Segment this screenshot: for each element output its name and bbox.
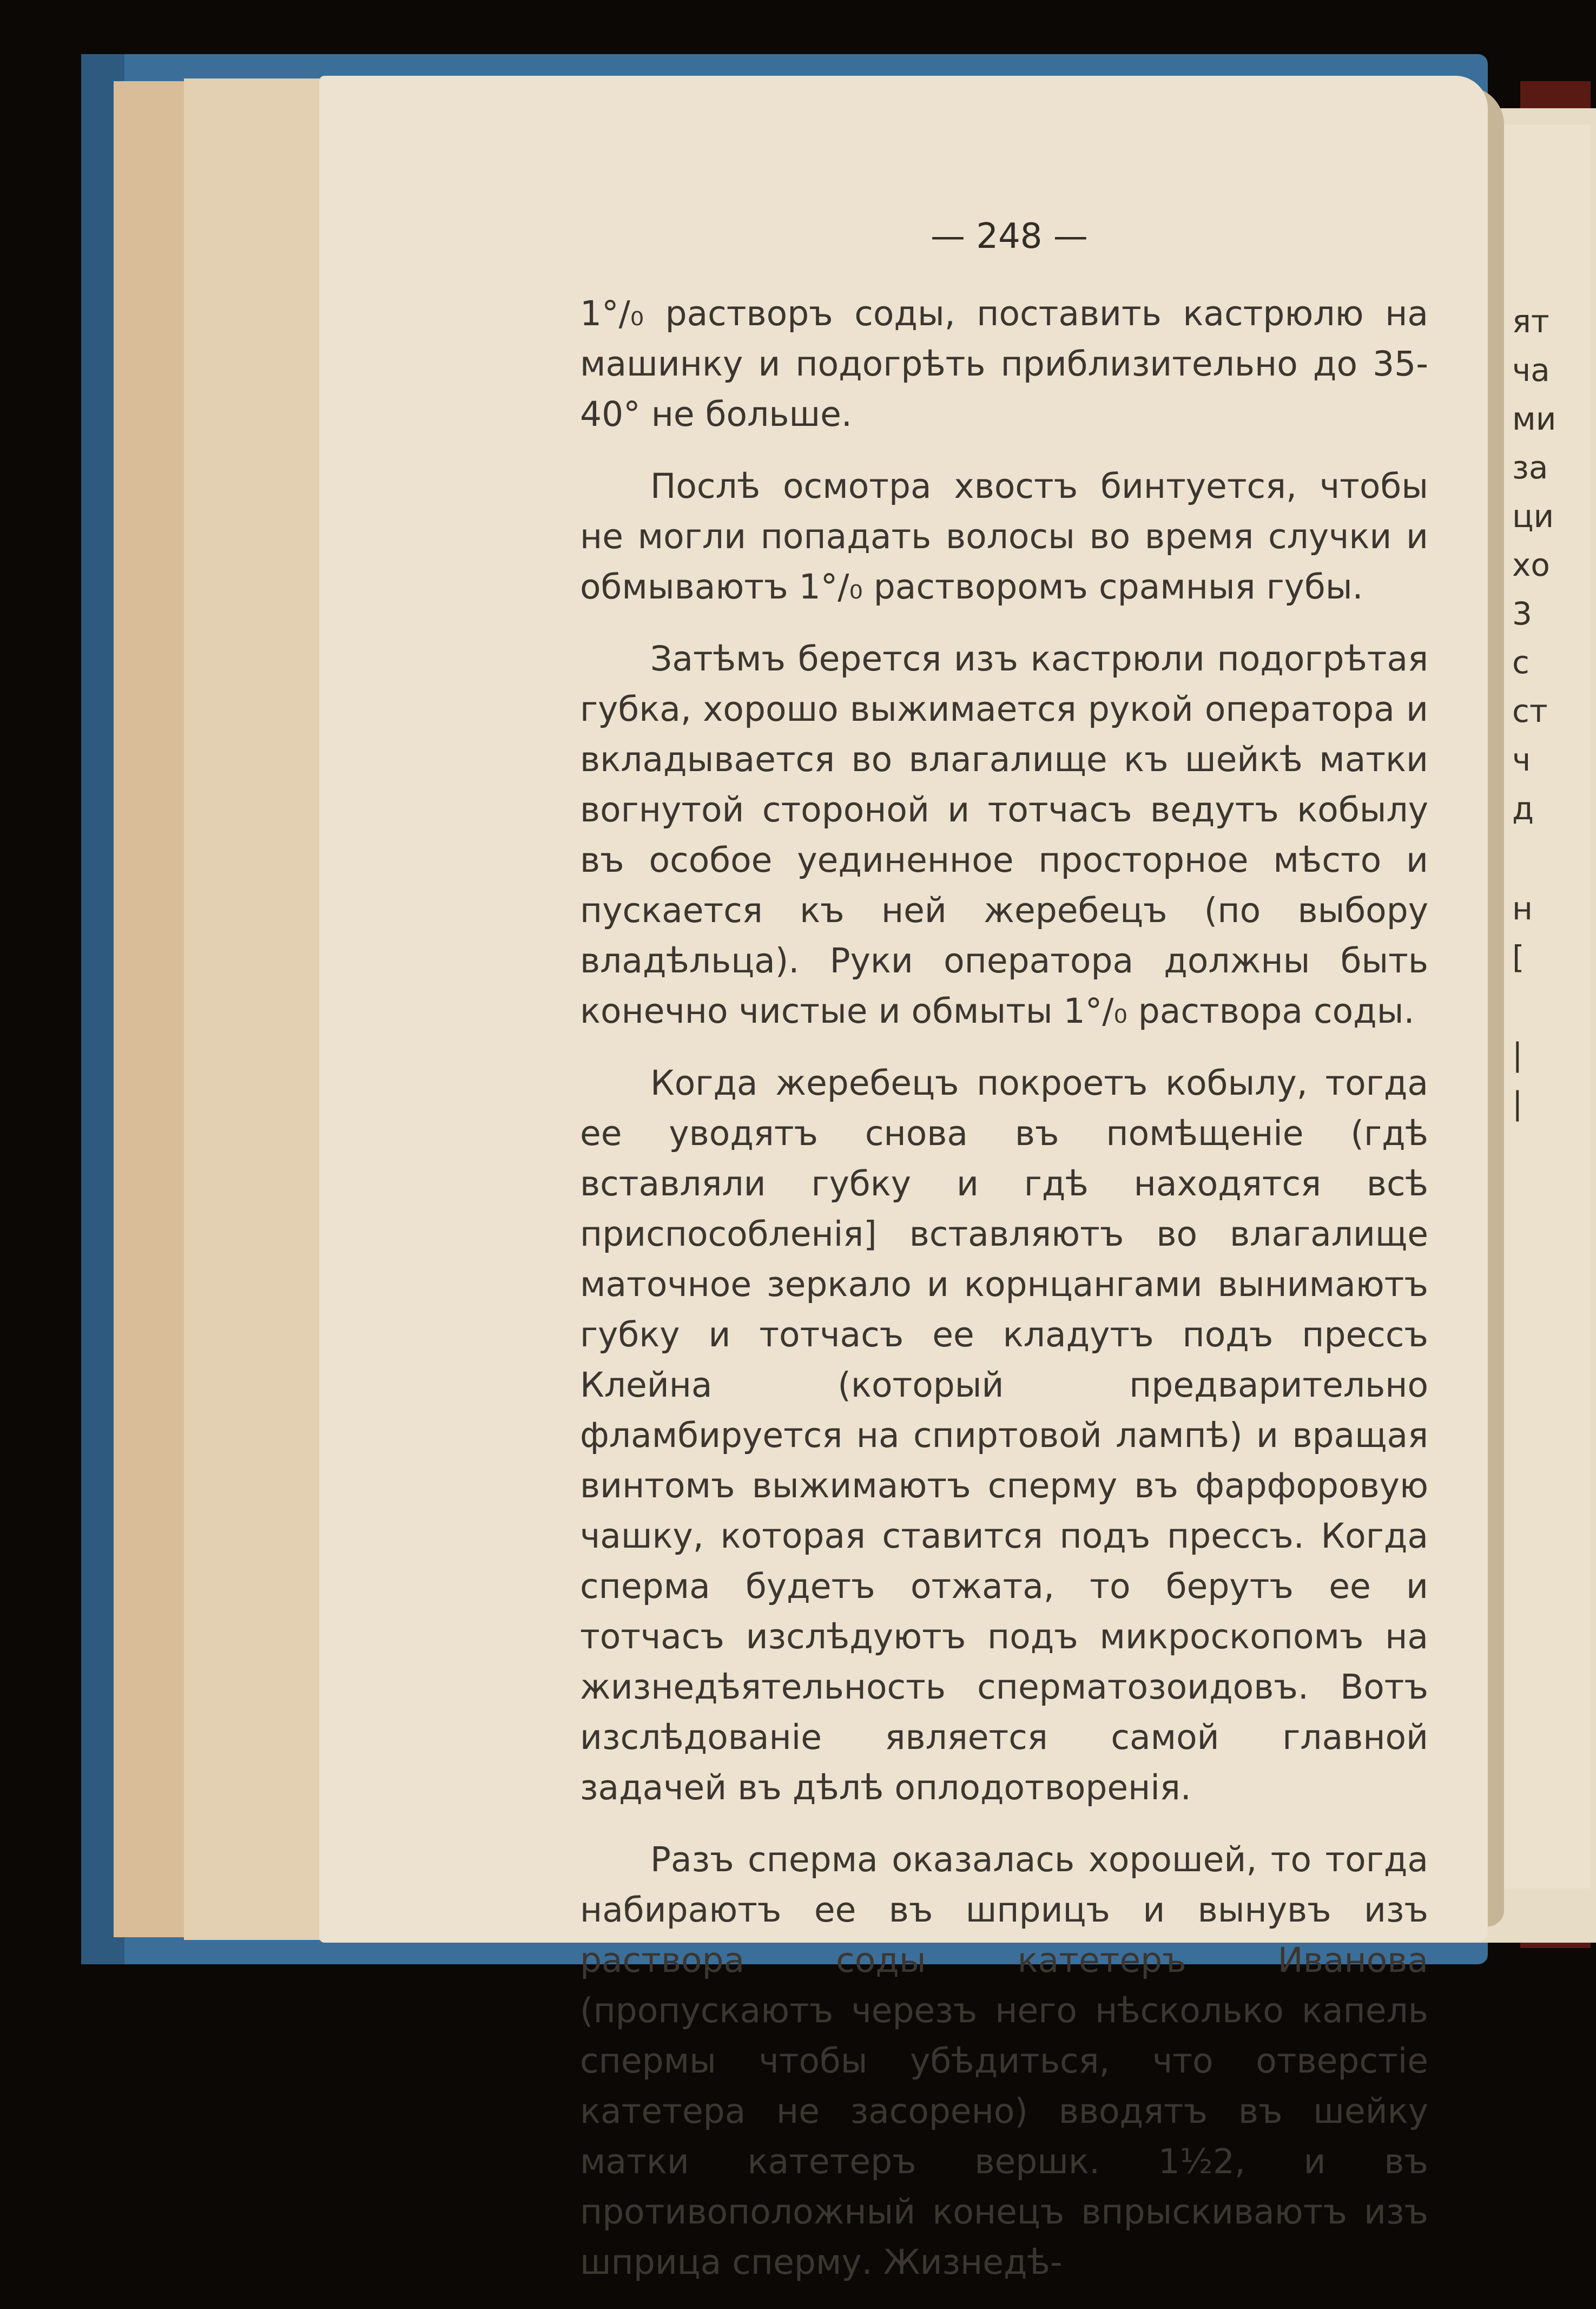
next-page-fragment: 3 xyxy=(1512,595,1532,632)
next-page-fragment: с xyxy=(1512,644,1529,681)
next-page-fragment: ят xyxy=(1512,303,1549,340)
next-page-fragment: ча xyxy=(1512,352,1550,389)
paragraph: Когда жеребецъ покроетъ кобылу, тогда ее уводятъ снова въ помѣщеніе (гдѣ вставляли губку и гдѣ находятся всѣ приспособленія] вставляютъ во влагалище маточное зеркало и корнцангами вынимаютъ губку и тотчасъ ее кладутъ подъ прессъ Клейна (который предварительно фламбируется на спиртовой лампѣ) и вращая винтомъ выжимаютъ сперму въ фарфоровую чашку, которая ставится подъ прессъ. Когда сперма будетъ отжата, то берутъ ее и тотчасъ изслѣдуютъ подъ микроскопомъ на жизнедѣятельность сперматозоидовъ. Вотъ изслѣдованіе является самой главной задачей въ дѣлѣ оплодотворенія. xyxy=(580,1063,1428,1807)
next-page-fragment: хо xyxy=(1512,547,1550,583)
next-page-fragment: н xyxy=(1512,890,1533,927)
page-body xyxy=(580,288,1428,2309)
next-page-fragment: за xyxy=(1512,449,1548,486)
paragraph: Послѣ осмотра хвостъ бинтуется, чтобы не могли попадать волосы во время случки и обмываютъ 1°/₀ растворомъ срамныя губы. xyxy=(580,466,1428,607)
next-page-sheet xyxy=(1499,124,1591,1889)
page-number: — 248 — xyxy=(931,216,1088,256)
paragraph: 1°/₀ растворъ соды, поставить кастрюлю на машинку и подогрѣть приблизительно до 35-40° не больше. xyxy=(580,294,1428,434)
next-page-fragment: ми xyxy=(1512,400,1557,437)
next-page-fragment: ци xyxy=(1512,498,1554,535)
next-page-fragment: д xyxy=(1512,790,1534,827)
next-page-fragment: ч xyxy=(1512,741,1531,778)
paragraph: Затѣмъ берется изъ кастрюли подогрѣтая губка, хорошо выжимается рукой оператора и вкладывается во влагалище къ шейкѣ матки вогнутой стороной и тотчасъ ведутъ кобылу въ особое уединенное просторное мѣсто и пускается къ ней жеребецъ (по выбору владѣльца). Руки оператора должны быть конечно чистые и обмыты 1°/₀ раствора соды. xyxy=(580,639,1428,1031)
next-page-fragment: ст xyxy=(1512,693,1548,729)
paragraph: Разъ сперма оказалась хорошей, то тогда набираютъ ее въ шприцъ и вынувъ изъ раствора соды катетеръ Иванова (пропускаютъ черезъ него нѣсколько капель спермы чтобы убѣдиться, что отверстіе катетера не засорено) вводятъ въ шейку матки катетеръ вершк. 1½2, и въ противоположный конецъ впрыскиваютъ изъ шприца сперму. Жизнедѣ- xyxy=(580,1840,1428,2282)
next-page-fragment: | xyxy=(1512,1085,1523,1122)
next-page-fragment: [ xyxy=(1512,939,1525,976)
next-page-fragment: | xyxy=(1512,1036,1523,1073)
